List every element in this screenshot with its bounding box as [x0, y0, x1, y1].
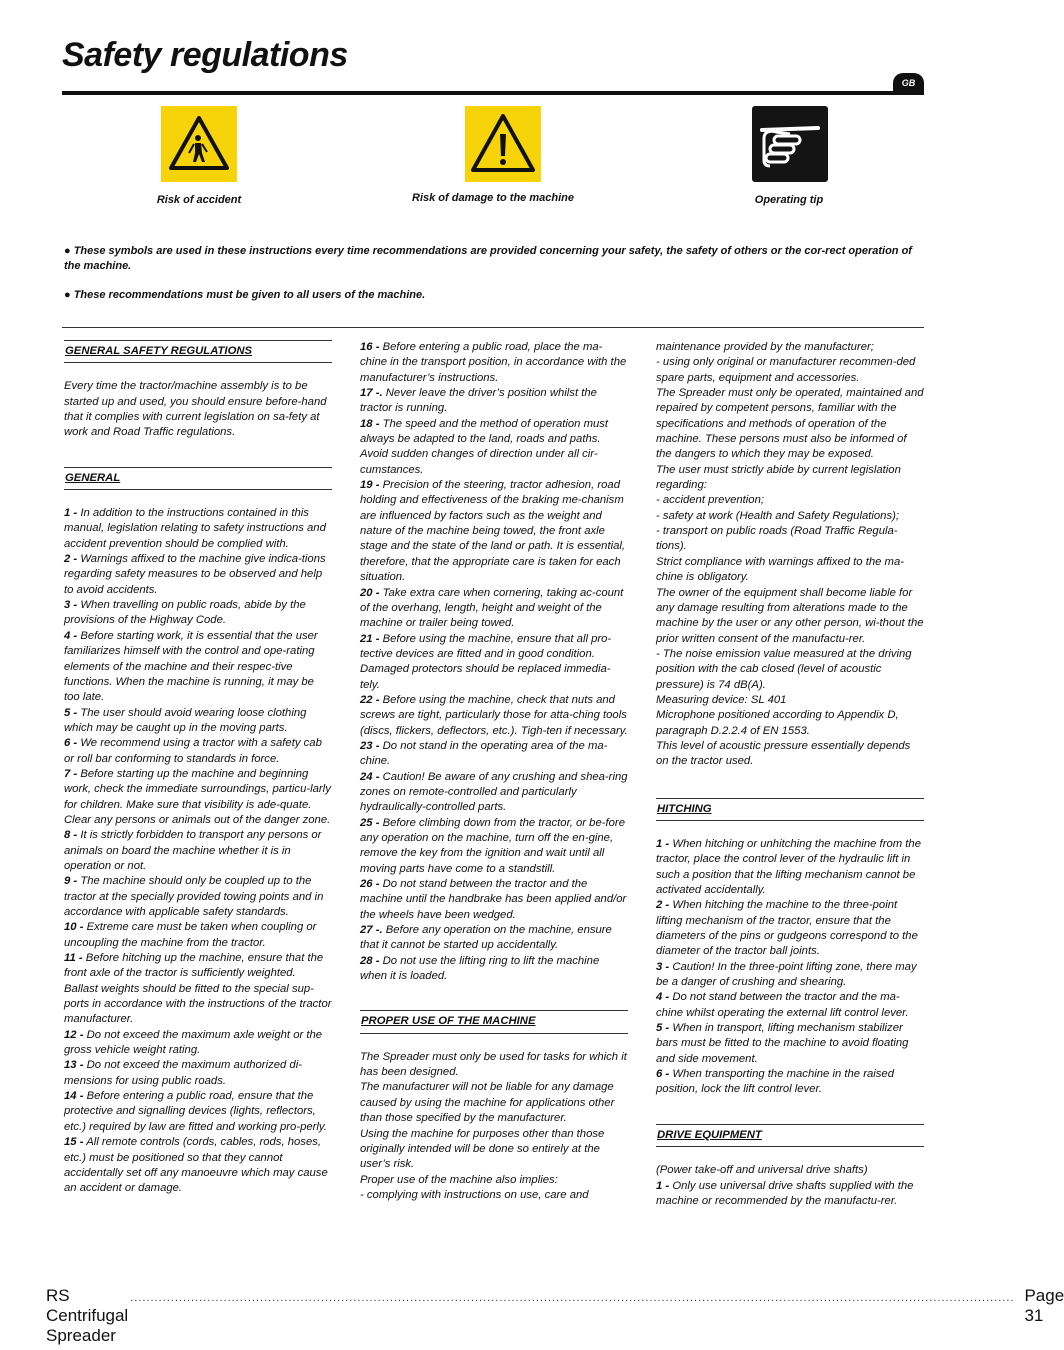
list-item [64, 920, 332, 951]
text-line: Strict compliance with warnings affixed to the ma-chine is obligatory. [656, 555, 905, 584]
item-text: Do not stand in the operating area of the ma-chine. [360, 739, 608, 768]
item-number: 12 - [64, 1028, 84, 1041]
item-text: When transporting the machine in the raised position, lock the lift control lever. [656, 1068, 894, 1096]
text-column-1 [64, 340, 332, 1197]
item-number: 1 - [656, 1179, 670, 1192]
item-number: 28 - [360, 954, 380, 967]
item-text: Warnings affixed to the machine give indica-tions regarding safety measures to be observed and help to avoid accidents. [64, 553, 326, 596]
item-text: Before starting up the machine and beginning work, check the immediate surroundings, particu-larly for children. Make sure that visibility is ade-quate. Clear any persons or animals out of the danger zone. [64, 767, 331, 826]
list-item [360, 386, 628, 417]
list-item [360, 693, 628, 739]
text-line: The owner of the equipment shall become liable for any damage resulting from alterations made to the machine by the user or any other person, wi-thout the prior written consent of the manufactu-rer. [656, 586, 924, 645]
text-line: Microphone positioned according to Appendix D, paragraph D.2.2.4 of EN 1553. [656, 709, 899, 737]
general-list-cont [360, 340, 628, 984]
item-text: Only use universal drive shafts supplied with the machine or recommended by the manufactu-rer. [656, 1179, 914, 1207]
item-number: 22 - [360, 693, 380, 706]
list-item [656, 990, 924, 1021]
item-text: When hitching the machine to the three-point lifting mechanism of the tractor, ensure that the diameters of the pins or gudgeons correspond to the diameter of the tractor ball joints. [656, 899, 918, 958]
leader-dots: .......................................................................................................................................................................................................................... [130, 1292, 1015, 1304]
section-heading: GENERAL SAFETY REGULATIONS [64, 340, 332, 363]
item-number: 11 - [64, 952, 83, 965]
item-text: The user should avoid wearing loose clothing which may be caught up in the moving parts. [64, 706, 307, 734]
item-text: Do not stand between the tractor and the machine until the handbrake has been applied and/or the wheels have been wedged. [360, 878, 627, 921]
list-item [360, 478, 628, 585]
list-item [64, 736, 332, 767]
item-number: 3 - [656, 960, 670, 973]
item-number: 4 - [64, 629, 78, 642]
item-number: 13 - [64, 1059, 84, 1072]
list-item [656, 898, 924, 959]
text-column-3 [656, 340, 924, 1209]
item-text: When travelling on public roads, abide by the provisions of the Highway Code. [64, 599, 306, 627]
section-divider [62, 327, 924, 328]
item-text: Before starting work, it is essential that the user familiarizes himself with the control and ope-rating elements of the machine and their respec-tive functions. When the machine is running, it may be too late. [64, 629, 318, 704]
list-item [64, 706, 332, 737]
item-number: 9 - [64, 875, 78, 888]
list-item [360, 739, 628, 770]
item-text: Do not exceed the maximum axle weight or the gross vehicle weight rating. [64, 1028, 323, 1057]
list-item [64, 1135, 332, 1196]
item-text: Before any operation on the machine, ensure that it cannot be started up accidentally. [360, 924, 612, 952]
item-number: 20 - [360, 586, 380, 599]
item-number: 16 - [360, 341, 380, 353]
item-text: It is strictly forbidden to transport any persons or animals on board the machine whether it is in operation or not. [64, 829, 322, 872]
item-text: Before entering a public road, ensure that the protective and signalling devices (lights, reflectors, etc.) required by law are fitted and working pro-perly. [64, 1090, 327, 1133]
list-item [656, 1067, 924, 1098]
list-item [360, 877, 628, 923]
item-text: The speed and the method of operation must always be adapted to the land, roads and paths. Avoid sudden changes of direction under all cir-cumstances. [360, 417, 609, 476]
item-text: Do not stand between the tractor and the ma-chine whilst operating the external lift control lever. [656, 991, 909, 1019]
list-item [64, 629, 332, 706]
text-line: - safety at work (Health and Safety Regulations); [656, 509, 899, 522]
item-number: 24 - [360, 770, 380, 783]
text-line: - The noise emission value measured at the driving position with the cab closed (level of acoustic pressure) is 74 dB(A). [656, 647, 912, 691]
page-title: Safety regulations [62, 36, 348, 74]
item-number: 17 -. [360, 387, 383, 400]
list-item [64, 1089, 332, 1135]
item-number: 19 - [360, 479, 380, 492]
list-item [360, 954, 628, 985]
list-item [64, 828, 332, 874]
list-item [656, 1179, 924, 1210]
item-number: 7 - [64, 767, 78, 780]
proper-use-text-cont [656, 340, 924, 770]
list-item [64, 1058, 332, 1089]
item-text: Before entering a public road, place the ma-chine in the transport position, in accordance with the manufacturer’s instructions. [360, 341, 627, 384]
text-column-2 [360, 340, 628, 1203]
item-number: 8 - [64, 829, 78, 842]
item-text: In addition to the instructions contained in this manual, legislation relating to safety instructions and accident prevention should be complied with. [64, 507, 326, 550]
text-line: The Spreader must only be used for tasks for which it has been designed. [360, 1050, 627, 1079]
text-line: maintenance provided by the manufacturer; [656, 341, 874, 353]
list-item [64, 951, 332, 1028]
title-divider [62, 91, 924, 95]
item-text: Caution! Be aware of any crushing and shea-ring zones on remote-controlled and particularly hydraulically-controlled parts. [360, 770, 628, 814]
text-line: The Spreader must only be operated, maintained and repaired by competent persons, familiar with the specifications and methods of operation of the machine. These persons must also be informed of the dangers to which they may be exposed. [656, 387, 924, 461]
document-title: RS Centrifugal Spreader [46, 1286, 129, 1345]
intro-paragraph: ● These recommendations must be given to all users of the machine. [64, 289, 426, 301]
item-number: 10 - [64, 921, 84, 934]
item-text: Before using the machine, check that nuts and screws are tight, particularly those for atta-ching tools (discs, flickers, deflectors, etc.). Tigh-ten if necessary. [360, 693, 628, 737]
section-heading: PROPER USE OF THE MACHINE [360, 1010, 628, 1033]
intro-paragraph: ● These symbols are used in these instructions every time recommendations are provided concerning your safety, the safety of others or the cor-rect operation of the machine. [64, 245, 912, 272]
page-number: Page 31 [1024, 1286, 1064, 1325]
item-text: Before using the machine, ensure that all pro-tective devices are fitted and in good condition. Damaged protectors should be replaced immedia-tely. [360, 632, 612, 691]
section-heading: DRIVE EQUIPMENT [656, 1124, 924, 1147]
text-line: Using the machine for purposes other than those originally intended will be done so entirely at the user’s risk. [360, 1127, 605, 1171]
item-text: Before hitching up the machine, ensure that the front axle of the tractor is sufficiently weighted. Ballast weights should be fitted to the special sup-ports in accordance with the instructions of the tractor manufacturer. [64, 952, 332, 1026]
item-number: 26 - [360, 878, 380, 891]
section-heading: GENERAL [64, 467, 332, 490]
drive-list [656, 1179, 924, 1210]
text-line: The user must strictly abide by current legislation regarding: [656, 463, 901, 492]
list-item [64, 1028, 332, 1059]
list-item [64, 552, 332, 598]
item-text: We recommend using a tractor with a safety cab or roll bar conforming to standards in force. [64, 737, 322, 765]
symbol-caption: Risk of damage to the machine [412, 192, 574, 204]
list-item [360, 586, 628, 632]
item-number: 25 - [360, 816, 380, 829]
item-text: Caution! In the three-point lifting zone, there may be a danger of crushing and shearing. [656, 960, 917, 989]
item-number: 23 - [360, 739, 380, 752]
text-line: - transport on public roads (Road Traffic Regula-tions). [656, 525, 898, 553]
text-line: - complying with instructions on use, care and [360, 1188, 589, 1201]
item-number: 1 - [64, 507, 78, 520]
item-number: 4 - [656, 991, 670, 1004]
item-number: 27 -. [360, 924, 383, 937]
symbol-caption: Operating tip [754, 194, 824, 206]
item-text: The machine should only be coupled up to the tractor at the specially provided towing points and in accordance with applicable safety standards. [64, 875, 324, 918]
pointing-hand-icon [752, 106, 828, 182]
item-number: 5 - [656, 1022, 670, 1035]
item-number: 3 - [64, 599, 78, 612]
item-text: When hitching or unhitching the machine from the tractor, place the control lever of the hydraulic lift in such a position that the lifting mechanism cannot be activated accidentally. [656, 837, 921, 896]
text-line: The manufacturer will not be liable for any damage caused by using the machine for applications other than those specified by the manufacturer. [360, 1081, 615, 1125]
item-text: Do not exceed the maximum authorized di-mensions for using public roads. [64, 1059, 302, 1087]
item-text: Do not use the lifting ring to lift the machine when it is loaded. [360, 954, 600, 983]
text-line: Measuring device: SL 401 [656, 693, 787, 706]
list-item [360, 816, 628, 877]
item-text: Extreme care must be taken when coupling or uncoupling the machine from the tractor. [64, 921, 317, 949]
item-text: Before climbing down from the tractor, or be-fore any operation on the machine, turn off the en-gine, remove the key from the ignition and wait until all moving parts have come to a standstill. [360, 816, 625, 875]
list-item [360, 770, 628, 816]
item-text: All remote controls (cords, cables, rods, hoses, etc.) must be positioned so that they cannot accidentally set off any manoeuvre which may cause an accident or damage. [64, 1136, 328, 1195]
list-item [64, 767, 332, 828]
item-text: Never leave the driver’s position whilst the tractor is running. [360, 387, 597, 415]
list-item [656, 837, 924, 898]
item-text: When in transport, lifting mechanism stabilizer bars must be fitted to the machine to avoid floating and side movement. [656, 1022, 909, 1065]
list-item [64, 874, 332, 920]
proper-use-text [360, 1050, 628, 1203]
exclamation-warning-icon [465, 106, 541, 182]
item-number: 21 - [360, 632, 380, 645]
paragraph: Every time the tractor/machine assembly is to be started up and used, you should ensure before-hand that it complies with current legislation on sa-fety at work and Road Traffic regulations. [64, 380, 327, 439]
list-item [656, 1021, 924, 1067]
text-line: Proper use of the machine also implies: [360, 1173, 558, 1186]
list-item [360, 632, 628, 693]
list-item [64, 598, 332, 629]
item-number: 18 - [360, 417, 380, 430]
text-line: This level of acoustic pressure essentially depends on the tractor used. [656, 739, 911, 768]
item-number: 6 - [64, 737, 78, 750]
item-number: 14 - [64, 1090, 84, 1103]
item-number: 2 - [656, 899, 670, 912]
list-item [64, 506, 332, 552]
item-number: 1 - [656, 837, 670, 850]
language-badge: GB [893, 73, 924, 93]
text-line: - using only original or manufacturer recommen-ded spare parts, equipment and accessories. [656, 356, 916, 384]
item-number: 15 - [64, 1136, 84, 1149]
list-item [360, 923, 628, 954]
hitching-list [656, 837, 924, 1098]
item-number: 5 - [64, 706, 78, 719]
page-footer [46, 1286, 1064, 1346]
item-number: 6 - [656, 1068, 670, 1081]
general-list [64, 506, 332, 1196]
item-text: Precision of the steering, tractor adhesion, road holding and effectiveness of the braking me-chanism are influenced by factors such as the weight and nature of the machine being towed, the front axle stage and the state of the land or path. It is essential, therefore, that the appropriate care is taken for each situation. [360, 479, 626, 584]
item-text: Take extra care when cornering, taking ac-count of the overhang, length, height and weight of the machine or trailer being towed. [360, 586, 624, 630]
paragraph: (Power take-off and universal drive shafts) [656, 1164, 868, 1177]
list-item [360, 417, 628, 478]
list-item [360, 340, 628, 386]
section-heading: HITCHING [656, 798, 924, 821]
person-warning-icon [161, 106, 237, 182]
text-line: - accident prevention; [656, 494, 765, 507]
list-item [656, 960, 924, 991]
item-number: 2 - [64, 553, 78, 566]
symbol-caption: Risk of accident [156, 194, 242, 206]
